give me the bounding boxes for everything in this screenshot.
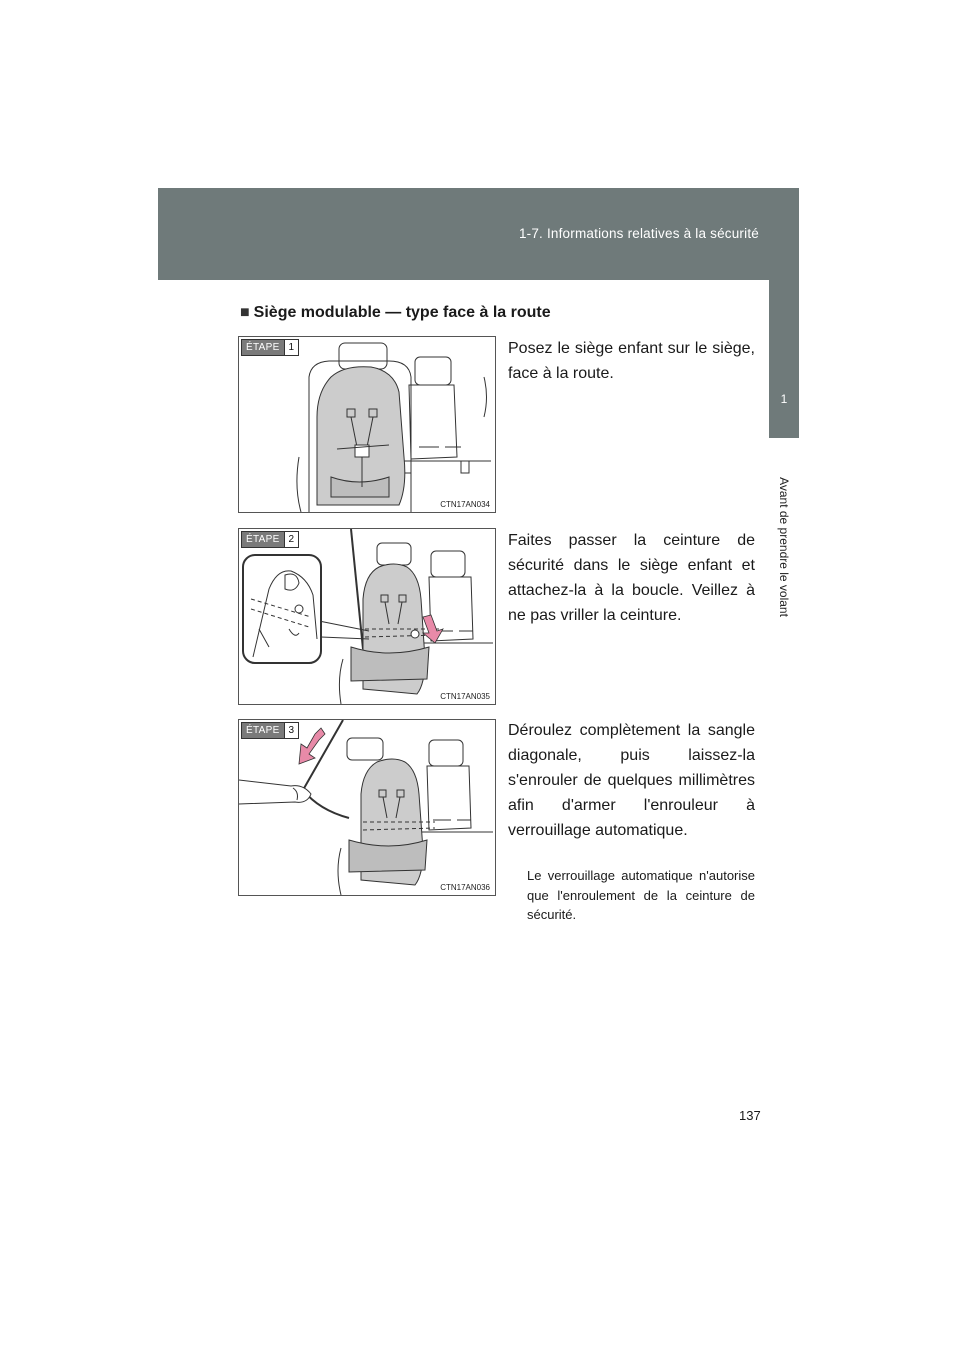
figure-code: CTN17AN034	[440, 500, 490, 509]
square-bullet-icon: ■	[240, 304, 250, 321]
step-3-text: Déroulez complètement la sangle diagonale, puis laissez-la s'enrouler de quelques millimètres afin d'armer l'enrouleur à verrouillage automatique.	[508, 722, 755, 839]
section-header: 1-7. Informations relatives à la sécurité	[518, 226, 759, 241]
chapter-number: 1	[780, 392, 788, 406]
figure-code: CTN17AN035	[440, 692, 490, 701]
step-2-figure	[238, 528, 496, 705]
chapter-side-label	[769, 438, 799, 656]
page-title-text: Siège modulable — type face à la route	[253, 304, 551, 321]
child-seat-illustration	[239, 337, 495, 512]
figure-code: CTN17AN036	[440, 883, 490, 892]
step-1-text: Posez le siège enfant sur le siège, face à la route.	[508, 340, 755, 382]
header-band	[158, 188, 799, 280]
chapter-label: Avant de prendre le volant	[777, 477, 791, 617]
child-seat-illustration	[239, 529, 495, 704]
page-title	[240, 304, 551, 322]
step-1-figure	[238, 336, 496, 513]
step-3-note: Le verrouillage automatique n'autorise que l'enroulement de la ceinture de sécurité.	[527, 868, 755, 922]
pink-arrow-icon	[423, 615, 443, 643]
step-3-badge: ÉTAPE 3	[241, 722, 299, 739]
chapter-tab	[769, 280, 799, 438]
step-2-text: Faites passer la ceinture de sécurité dans le siège enfant et attachez-la à la boucle. Veillez à ne pas vriller la ceinture.	[508, 532, 755, 624]
step-1-badge: ÉTAPE 1	[241, 339, 299, 356]
step-2-badge: ÉTAPE 2	[241, 531, 299, 548]
step-3-figure	[238, 719, 496, 896]
page-number: 137	[739, 1108, 761, 1123]
child-seat-illustration	[239, 720, 495, 895]
